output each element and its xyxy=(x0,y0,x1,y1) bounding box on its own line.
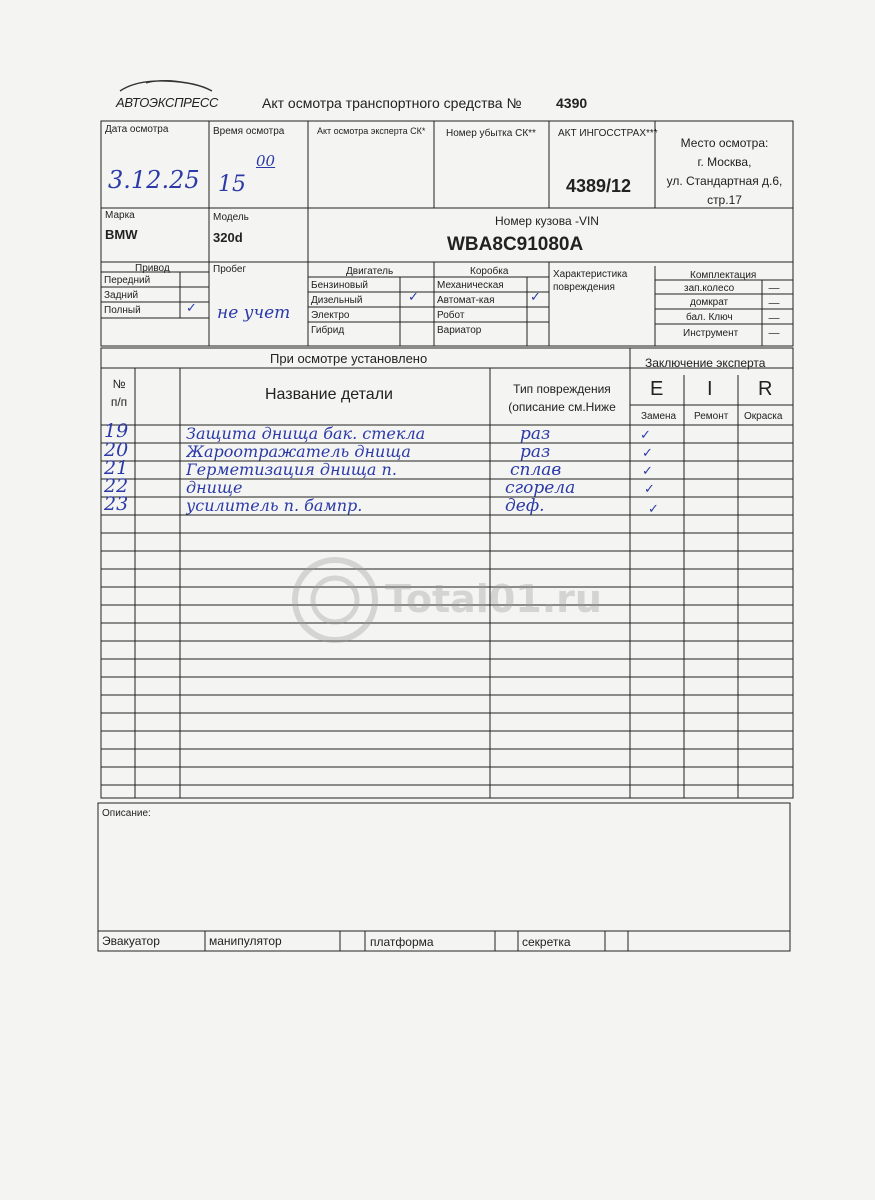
row-damage-type: деф. xyxy=(505,496,545,516)
row-part-name: Жароотражатель днища xyxy=(186,442,411,461)
tow-truck-label: Эвакуатор xyxy=(102,934,160,948)
time-minutes: 00 xyxy=(256,152,276,170)
damage-type-header xyxy=(494,380,630,416)
loss-number-label: Номер убытка СК** xyxy=(446,128,536,139)
time-value: 15 xyxy=(218,172,246,197)
col-i-header: I xyxy=(707,378,713,400)
row-number: 21 xyxy=(104,457,129,479)
gearbox-option-cvt: Вариатор xyxy=(437,325,482,336)
col-r-header: R xyxy=(758,378,773,400)
equip-dash-marks: — — — — xyxy=(768,281,780,340)
findings-section-title: При осмотре установлено xyxy=(270,351,428,366)
ingos-value: 4389/12 xyxy=(566,176,632,196)
row-damage-type: сплав xyxy=(510,460,562,480)
row-part-name: усилитель п. бампр. xyxy=(186,496,363,515)
engine-option-hybrid: Гибрид xyxy=(311,325,345,336)
platform-label: платформа xyxy=(370,935,434,949)
title-text: Акт осмотра транспортного средства № xyxy=(262,95,522,111)
ingos-label: АКТ ИНГОССТРАХ*** xyxy=(558,128,658,139)
gearbox-option-auto: Автомат-кая xyxy=(437,295,495,306)
date-value: 3.12.25 xyxy=(108,166,200,194)
number-header xyxy=(106,375,132,411)
engine-option-electric: Электро xyxy=(311,310,350,321)
row-part-name: днище xyxy=(186,478,243,497)
row-number: 23 xyxy=(104,493,129,515)
drive-option-rear: Задний xyxy=(104,290,139,301)
equip-spare-wheel: зап.колесо xyxy=(684,283,735,294)
engine-diesel-checkmark: ✓ xyxy=(408,290,419,305)
expert-act-label: Акт осмотра эксперта СК* xyxy=(317,126,426,136)
watermark-text: Total01.ru xyxy=(385,577,602,621)
engine-label: Двигатель xyxy=(346,266,394,277)
row-damage-type: раз xyxy=(520,424,551,444)
row-damage-type: раз xyxy=(520,442,551,462)
model-value: 320d xyxy=(213,230,243,245)
col-e-subheader: Замена xyxy=(641,411,677,422)
act-number: 4390 xyxy=(556,95,588,111)
mileage-label: Пробег xyxy=(213,264,247,275)
col-e-header: E xyxy=(650,378,664,400)
place-street: ул. Стандартная д.6, xyxy=(666,174,783,188)
row-number: 22 xyxy=(104,475,129,497)
vin-label: Номер кузова -VIN xyxy=(495,214,599,228)
equipment-label: Комплектация xyxy=(690,270,757,281)
pp-label: п/п xyxy=(110,395,128,409)
place-city: г. Москва, xyxy=(697,155,752,169)
engine-option-petrol: Бензиновый xyxy=(311,280,368,291)
row-replace-checkmark: ✓ xyxy=(640,428,651,443)
logo-text: АВТОЭКСПРЕСС xyxy=(116,95,219,110)
damage-characteristic-label: Характеристика повреждения xyxy=(553,269,628,293)
drive-option-front: Передний xyxy=(104,275,151,286)
damage-header-line2: (описание см.Ниже xyxy=(508,400,616,414)
drive-option-full: Полный xyxy=(104,305,141,316)
row-damage-type: сгорела xyxy=(505,478,576,498)
damage-header-line1: Тип повреждения xyxy=(513,382,611,396)
drive-full-checkmark: ✓ xyxy=(186,301,197,316)
date-label: Дата осмотра xyxy=(105,124,169,135)
col-r-subheader: Окраска xyxy=(744,411,783,422)
col-i-subheader: Ремонт xyxy=(694,411,729,422)
conclusion-title: Заключение эксперта xyxy=(645,356,766,370)
lock-bolt-label: секретка xyxy=(522,935,571,949)
gearbox-auto-checkmark: ✓ xyxy=(530,290,541,305)
model-label: Модель xyxy=(213,212,249,223)
make-value: BMW xyxy=(105,227,138,242)
row-replace-checkmark: ✓ xyxy=(644,482,655,497)
gearbox-label: Коробка xyxy=(470,266,509,277)
row-replace-checkmark: ✓ xyxy=(642,446,653,461)
inspection-place xyxy=(656,134,793,210)
manipulator-label: манипулятор xyxy=(209,934,282,948)
row-part-name: Защита днища бак. стекла xyxy=(186,424,426,443)
drive-label: Привод xyxy=(135,263,170,274)
equip-tools: Инструмент xyxy=(683,328,739,339)
row-replace-checkmark: ✓ xyxy=(648,502,659,517)
gearbox-option-robot: Робот xyxy=(437,310,465,321)
watermark xyxy=(290,555,600,645)
mileage-value: не учет xyxy=(217,303,291,323)
row-number: 19 xyxy=(104,420,129,442)
equip-jack: домкрат xyxy=(690,297,729,308)
vin-value: WBA8C91080A xyxy=(447,234,583,255)
part-name-header: Название детали xyxy=(265,386,393,403)
make-label: Марка xyxy=(105,210,135,221)
row-part-name: Герметизация днища п. xyxy=(186,460,397,479)
no-label: № xyxy=(112,377,126,391)
place-label: Место осмотра: xyxy=(680,136,769,150)
equip-wheel-key: бал. Ключ xyxy=(686,312,733,323)
time-label: Время осмотра xyxy=(213,126,285,137)
engine-option-diesel: Дизельный xyxy=(311,295,363,306)
gearbox-option-manual: Механическая xyxy=(437,280,504,291)
place-building: стр.17 xyxy=(707,193,742,207)
row-replace-checkmark: ✓ xyxy=(642,464,653,479)
row-number: 20 xyxy=(104,439,129,461)
watermark-globe-icon xyxy=(290,555,380,645)
description-label: Описание: xyxy=(102,808,151,819)
